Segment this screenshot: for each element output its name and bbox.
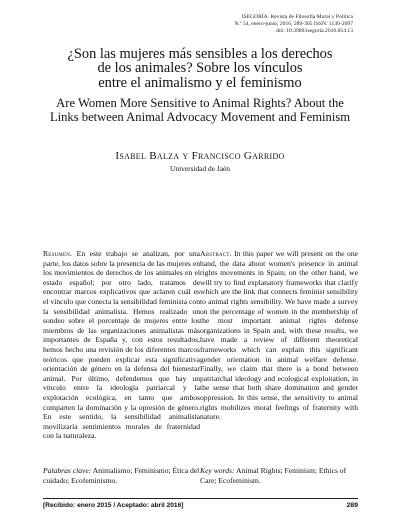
- received-accepted-dates: [Recibido: enero 2015 / Aceptado: abril 2016]: [43, 502, 184, 509]
- title-english-line: Are Women More Sensitive to Animal Rights? About the: [56, 96, 344, 110]
- abstract-english: [200, 249, 358, 422]
- issue-info: N.º 54, enero-junio, 2016, 289-305 ISSN: 1130-2097: [234, 21, 353, 28]
- title-spanish: [40, 47, 360, 90]
- journal-name: ISEGORÍA. Revista de Filosofía Moral y Política: [241, 14, 353, 20]
- abstract-spanish-text: En este trabajo se analizan, por una parte, los datos sobre la presencia de las mujeres en los movimientos de derechos de los animales en el estado español; por otro lado, tratamos de encontrar marcos explicativos que aclaren cuál es el vínculo que conecta la sensibilidad feminista con la sensibilidad animalista. Hemos realizado un sondeo sobre el porcentaje de mujeres entre los miembros de las organizaciones animalistas más importantes de España y, con estos resultados, hemos hecho una revisión de los diferentes marcos teóricos que pueden explicar esta significativa orientación de género en la defensa del bienestar animal. Por último, defendemos que hay un vínculo entre la ideología patriarcal y la explotación ecológica, en tanto que ambos comparten la dominación y la opresión de género. En este sentido, la sensibilidad animalista movilizaría sentimientos morales de fraternidad con la naturaleza.: [43, 249, 200, 441]
- keywords-english-label: Key words:: [200, 466, 235, 475]
- title-spanish-line: de los animales? Sobre los vínculos: [97, 60, 303, 77]
- abstract-english-label: Abstract.: [200, 249, 232, 258]
- author-names: Isabel Balza y Francisco Garrido: [115, 150, 285, 162]
- keywords-english-text: Animal Rights; Feminism; Ethics of Care; Ecofeminism.: [200, 466, 347, 485]
- title-english-line: Links between Animal Advocacy Movement and Feminism: [49, 110, 351, 124]
- footer-divider: [43, 498, 358, 499]
- page-number: 289: [346, 502, 358, 509]
- title-spanish-line: ¿Son las mujeres más sensibles a los derechos: [67, 46, 333, 62]
- doi: doi: 10.3989/isegoria.2016.054.13: [276, 28, 353, 35]
- abstract-english-text: In this paper we will present on the one hand, the data about women's presence in animal rights movements in Spain; on the other hand, we will try to find explanatory frameworks that clarify which are the link that connects feminist sensibility to animal rights sensibility. We have made a survey on the percentage of women in the membership of the most important animal rights defense organizations in Spain and, with these results, we have made a review of different theoretical frameworks which can explain this significant gender orientation in animal welfare defense. Finally, we claim that there is a bond between patriarchal ideology and ecological exploitation, in the sense that both share domination and gender oppression. In this sense, the sensitivity to animal rights mobilizes moral feelings of fraternity with nature.: [200, 249, 358, 422]
- keywords-spanish: [43, 466, 200, 485]
- journal-header: [183, 14, 353, 35]
- title-spanish-line: entre el animalismo y el feminismo: [98, 74, 302, 91]
- abstract-spanish-label: Resumen.: [43, 249, 73, 258]
- abstract-spanish: [43, 249, 200, 441]
- keywords-spanish-text: Animalismo; Feminismo; Ética del cuidado; Ecofeminismo.: [43, 466, 200, 485]
- keywords-spanish-label: Palabras clave:: [43, 466, 92, 475]
- affiliation: Universidad de Jaén: [170, 164, 230, 173]
- keywords-english: [200, 466, 358, 485]
- title-english: [40, 96, 360, 124]
